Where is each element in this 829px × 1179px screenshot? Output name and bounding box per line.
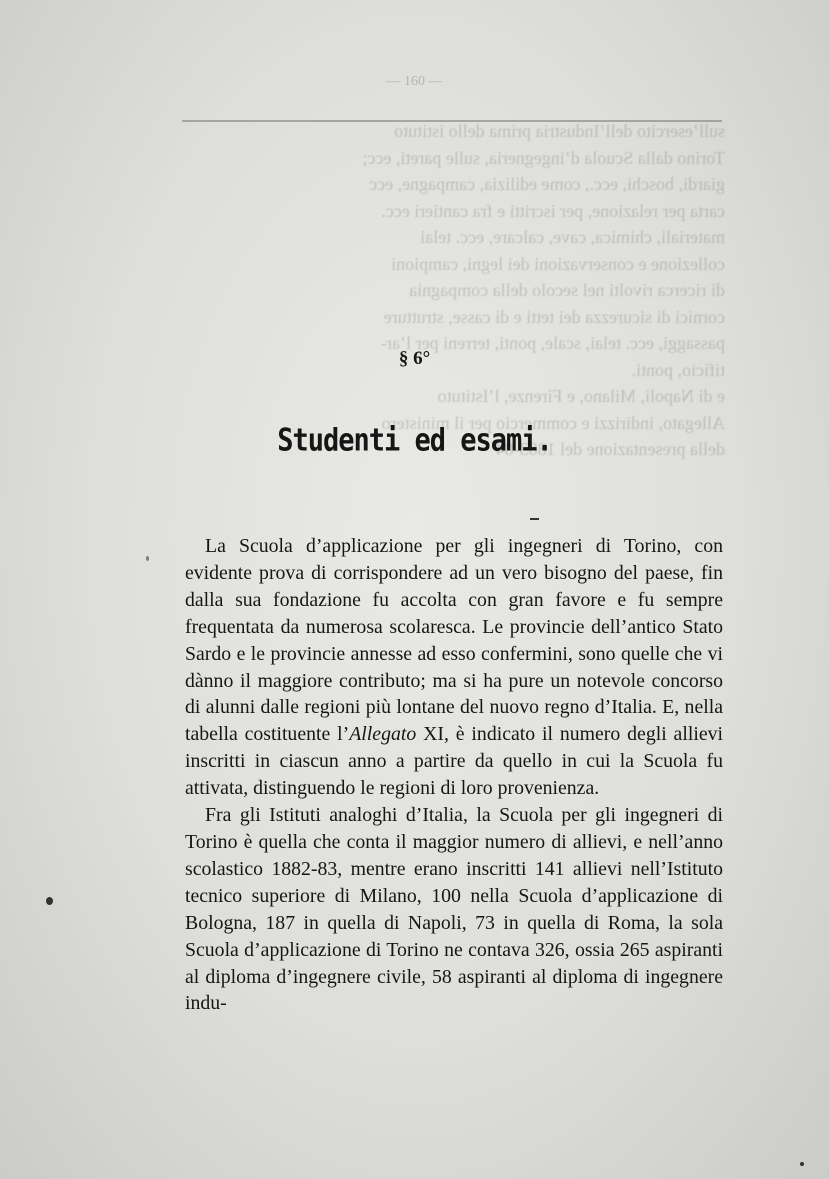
show-through-line: Allegato, indirizzi e commercio per il ministero	[381, 412, 725, 433]
ornament-dash	[530, 518, 539, 520]
body-text	[185, 533, 723, 1017]
show-through-line: di ricerca rivolti nel secolo della compagnia	[409, 280, 725, 300]
show-through-line: Torino dalla Scuola d’ingegneria, sulle pareti, ecc;	[362, 147, 725, 168]
ink-speck	[46, 897, 53, 905]
show-through-line: collezione e conservazioni dei legni, campioni	[391, 253, 725, 274]
paragraph: La Scuola d’applicazione per gli ingegneri di Torino, con evidente prova di corrispondere ad un vero bisogno del paese, fin dalla sua fondazione fu accolta con gran favore e fu sempre frequentata da numerosa scolaresca. Le provincie dell’antico Stato Sardo e le provincie annesse ad esso confermini, sono quelle che vi dànno il maggiore contributo; ma si ha pure un notevole concorso di alunni dalle regioni più lontane del nuovo regno d’Italia. E, nella tabella costituente l’Allegato XI, è indicato il numero degli allievi inscritti in ciascun anno a partire da quello in cui la Scuola fu attivata, distinguendo le regioni di loro provenienza.	[185, 535, 723, 800]
section-number: § 6°	[398, 348, 431, 369]
show-through-line: tificio, ponti.	[631, 359, 725, 380]
show-through-line: passaggi, ecc. telai, scale, ponti, terreni per l’ar-	[380, 333, 725, 353]
ink-speck	[146, 556, 149, 561]
show-through-line: e di Napoli, Milano, e Firenze, l’Istituto	[437, 386, 725, 406]
show-through-line: cornici di sicurezza dei tetti e di casse, strutture	[383, 306, 725, 327]
ink-speck	[800, 1162, 804, 1166]
show-through-line: carta per relazione, per iscritti e fra cantieri ecc.	[381, 200, 725, 221]
section-heading: Studenti ed esami.	[277, 422, 552, 459]
show-through-line: sull’esercito dell’Industria prima dello istituto	[394, 121, 725, 141]
show-through-line: della presentazione del 1883-84	[495, 439, 725, 459]
page-folio: — 160 —	[386, 74, 443, 89]
show-through-line: materiali, chimica, cave, calcare, ecc. telai	[420, 227, 725, 247]
show-through-line: giardi, boschi, ecc., come edilizia, campagne, ecc	[369, 174, 725, 194]
paragraph: Fra gli Istituti analoghi d’Italia, la Scuola per gli ingegneri di Torino è quella che conta il maggior numero di allievi, e nell’anno scolastico 1882-83, mentre erano inscritti 141 allievi nell’Istituto tecnico superiore di Milano, 100 nella Scuola d’applicazione di Bologna, 187 in quella di Napoli, 73 in quella di Roma, la sola Scuola d’applicazione di Torino ne contava 326, ossia 265 aspiranti al diploma d’ingegnere civile, 58 aspiranti al diploma di ingegnere indu-	[185, 804, 723, 1015]
allegato-emphasis: Allegato	[349, 723, 417, 746]
